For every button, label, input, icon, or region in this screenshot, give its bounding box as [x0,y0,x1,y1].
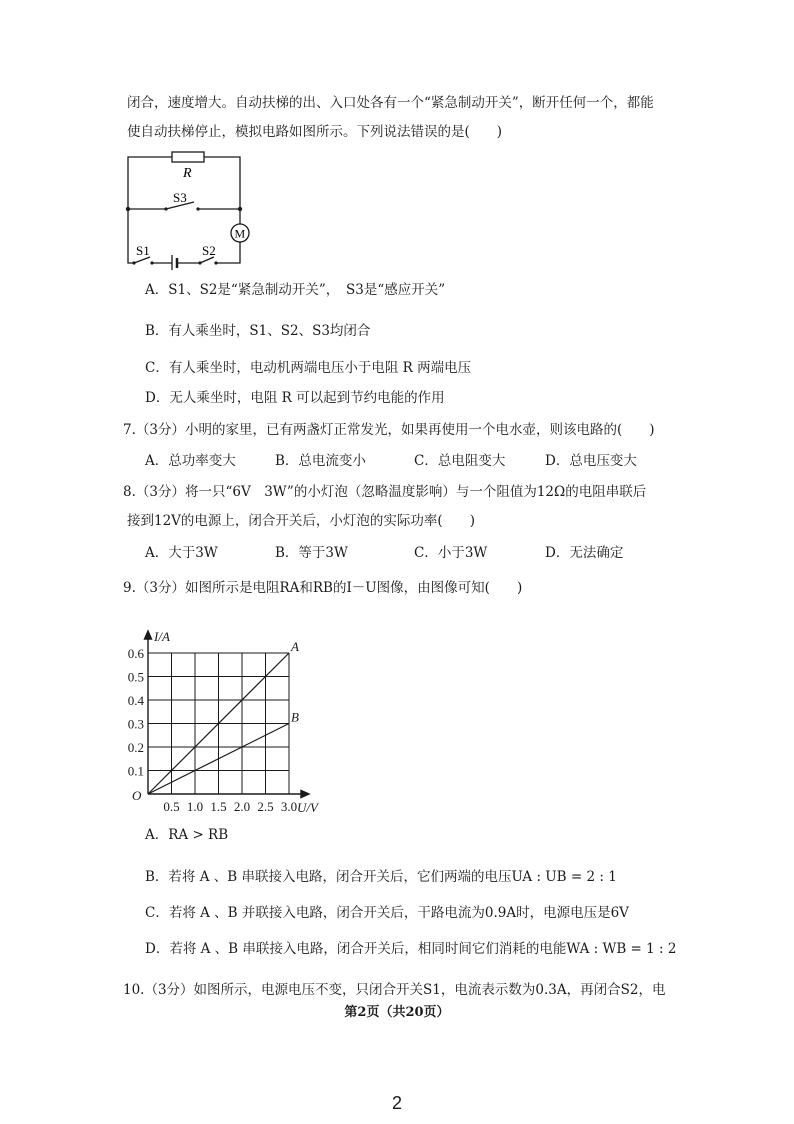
q8-option-b: B．等于3W [275,545,348,561]
q6-option-b: B．有人乘坐时，S1、S2、S3均闭合 [145,323,371,339]
series-label-A: A [291,639,299,654]
y-tick-label: 0.5 [127,669,144,685]
motor-label: M [234,226,246,241]
resistor-symbol [172,152,204,162]
origin-label: O [132,788,142,803]
q7-option-c: C．总电阻变大 [414,453,506,469]
q8-option-a: A．大于3W [145,545,218,561]
q9-option-c: C．若将 A 、B 并联接入电路，闭合开关后，干路电流为0.9A时，电源电压是6V [145,905,629,921]
series-label-B: B [291,709,299,725]
q7-option-d: D．总电压变大 [545,453,637,469]
s1-label: S1 [136,243,150,258]
q8-option-c: C．小于3W [414,545,488,561]
x-tick-label: 0.5 [163,799,180,814]
intro-line-1: 闭合，速度增大。自动扶梯的出、入口处各有一个“紧急制动开关”，断开任何一个，都能 [127,95,654,111]
q8-stem-line-1: 8.（3分）将一只“6V 3W”的小灯泡（忽略温度影响）与一个阻值为12Ω的电阻串联后 [123,484,647,500]
q7-option-a: A．总功率变大 [145,453,236,469]
q9-stem: 9.（3分）如图所示是电阻RA和RB的I－U图像，由图像可知( ) [123,580,523,596]
q7-option-b: B．总电流变小 [275,453,366,469]
q9-option-d: D．若将 A 、B 串联接入电路，闭合开关后，相同时间它们消耗的电能WA : WB = 1 : 2 [145,941,677,957]
y-axis-arrow [145,631,152,639]
x-axis-label: U/V [297,800,318,815]
q8-stem-line-2: 接到12V的电源上，闭合开关后，小灯泡的实际功率( ) [127,513,475,529]
y-tick-label: 0.6 [127,646,144,661]
s2-label: S2 [202,243,216,258]
page-number: 2 [391,1093,402,1113]
y-tick-label: 0.4 [127,693,144,708]
iu-chart [118,606,338,820]
q7-stem: 7.（3分）小明的家里，已有两盏灯正常发光，如果再使用一个电水壶，则该电路的( ) [123,422,655,438]
y-tick-label: 0.2 [127,740,144,755]
q8-option-d: D．无法确定 [545,545,624,561]
y-tick-label: 0.3 [127,716,144,732]
q10-stem: 10.（3分）如图所示，电源电压不变，只闭合开关S1，电流表示数为0.3A，再闭合S2，电 [123,982,666,998]
x-tick-label: 2.5 [257,799,274,814]
q6-option-a: A．S1、S2是“紧急制动开关”， S3是“感应开关” [145,282,446,298]
page-footer: 第2页（共20页） [344,1005,450,1020]
resistor-label: R [183,166,192,181]
y-axis-label: I/A [154,629,170,644]
q6-option-c: C．有人乘坐时，电动机两端电压小于电阻 R 两端电压 [145,360,472,376]
s3-label: S3 [173,190,187,205]
q9-option-a: A．RA > RB [145,827,229,843]
intro-line-2: 使自动扶梯停止，模拟电路如图所示。下列说法错误的是( ) [127,124,503,140]
q6-option-d: D．无人乘坐时，电阻 R 可以起到节约电能的作用 [145,390,445,406]
x-tick-label: 2.0 [233,799,251,814]
circuit-diagram [120,145,260,270]
q9-option-b: B．若将 A 、B 串联接入电路，闭合开关后，它们两端的电压UA : UB = 2 : 1 [145,869,617,885]
y-tick-label: 0.1 [127,763,144,779]
x-tick-label: 1.5 [210,799,227,814]
x-tick-label: 3.0 [280,799,298,814]
x-tick-label: 1.0 [186,799,204,814]
x-axis-arrow [301,791,309,798]
